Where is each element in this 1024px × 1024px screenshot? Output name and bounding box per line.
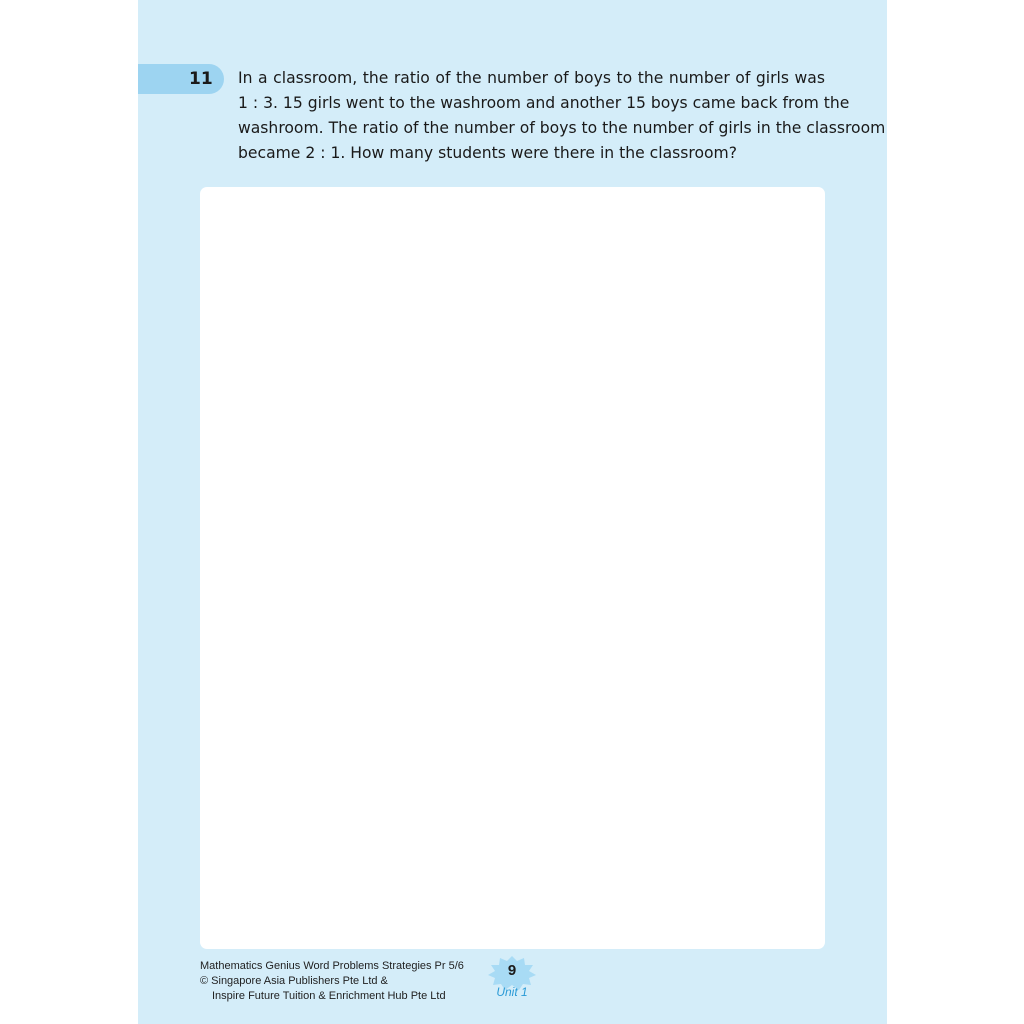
footer-copyright: © Singapore Asia Publishers Pte Ltd &: [200, 975, 388, 987]
question-line: In a classroom, the ratio of the number of boys to the number of girls was: [238, 69, 825, 87]
page-number: 9: [507, 962, 517, 979]
answer-workspace[interactable]: [200, 187, 825, 949]
question-line: 1 : 3. 15 girls went to the washroom and another 15 boys came back from the: [238, 94, 850, 112]
unit-label: Unit 1: [496, 985, 528, 999]
question-text: [238, 66, 886, 166]
footer-credits: [200, 959, 464, 1004]
question-line: became 2 : 1. How many students were there in the classroom?: [238, 144, 737, 162]
footer-book-title: Mathematics Genius Word Problems Strategies Pr 5/6: [200, 960, 464, 972]
question-line: washroom. The ratio of the number of boys to the number of girls in the classroom: [238, 119, 886, 137]
footer-copyright-cont: Inspire Future Tuition & Enrichment Hub Pte Ltd: [212, 990, 446, 1002]
question-number: 11: [189, 69, 213, 89]
